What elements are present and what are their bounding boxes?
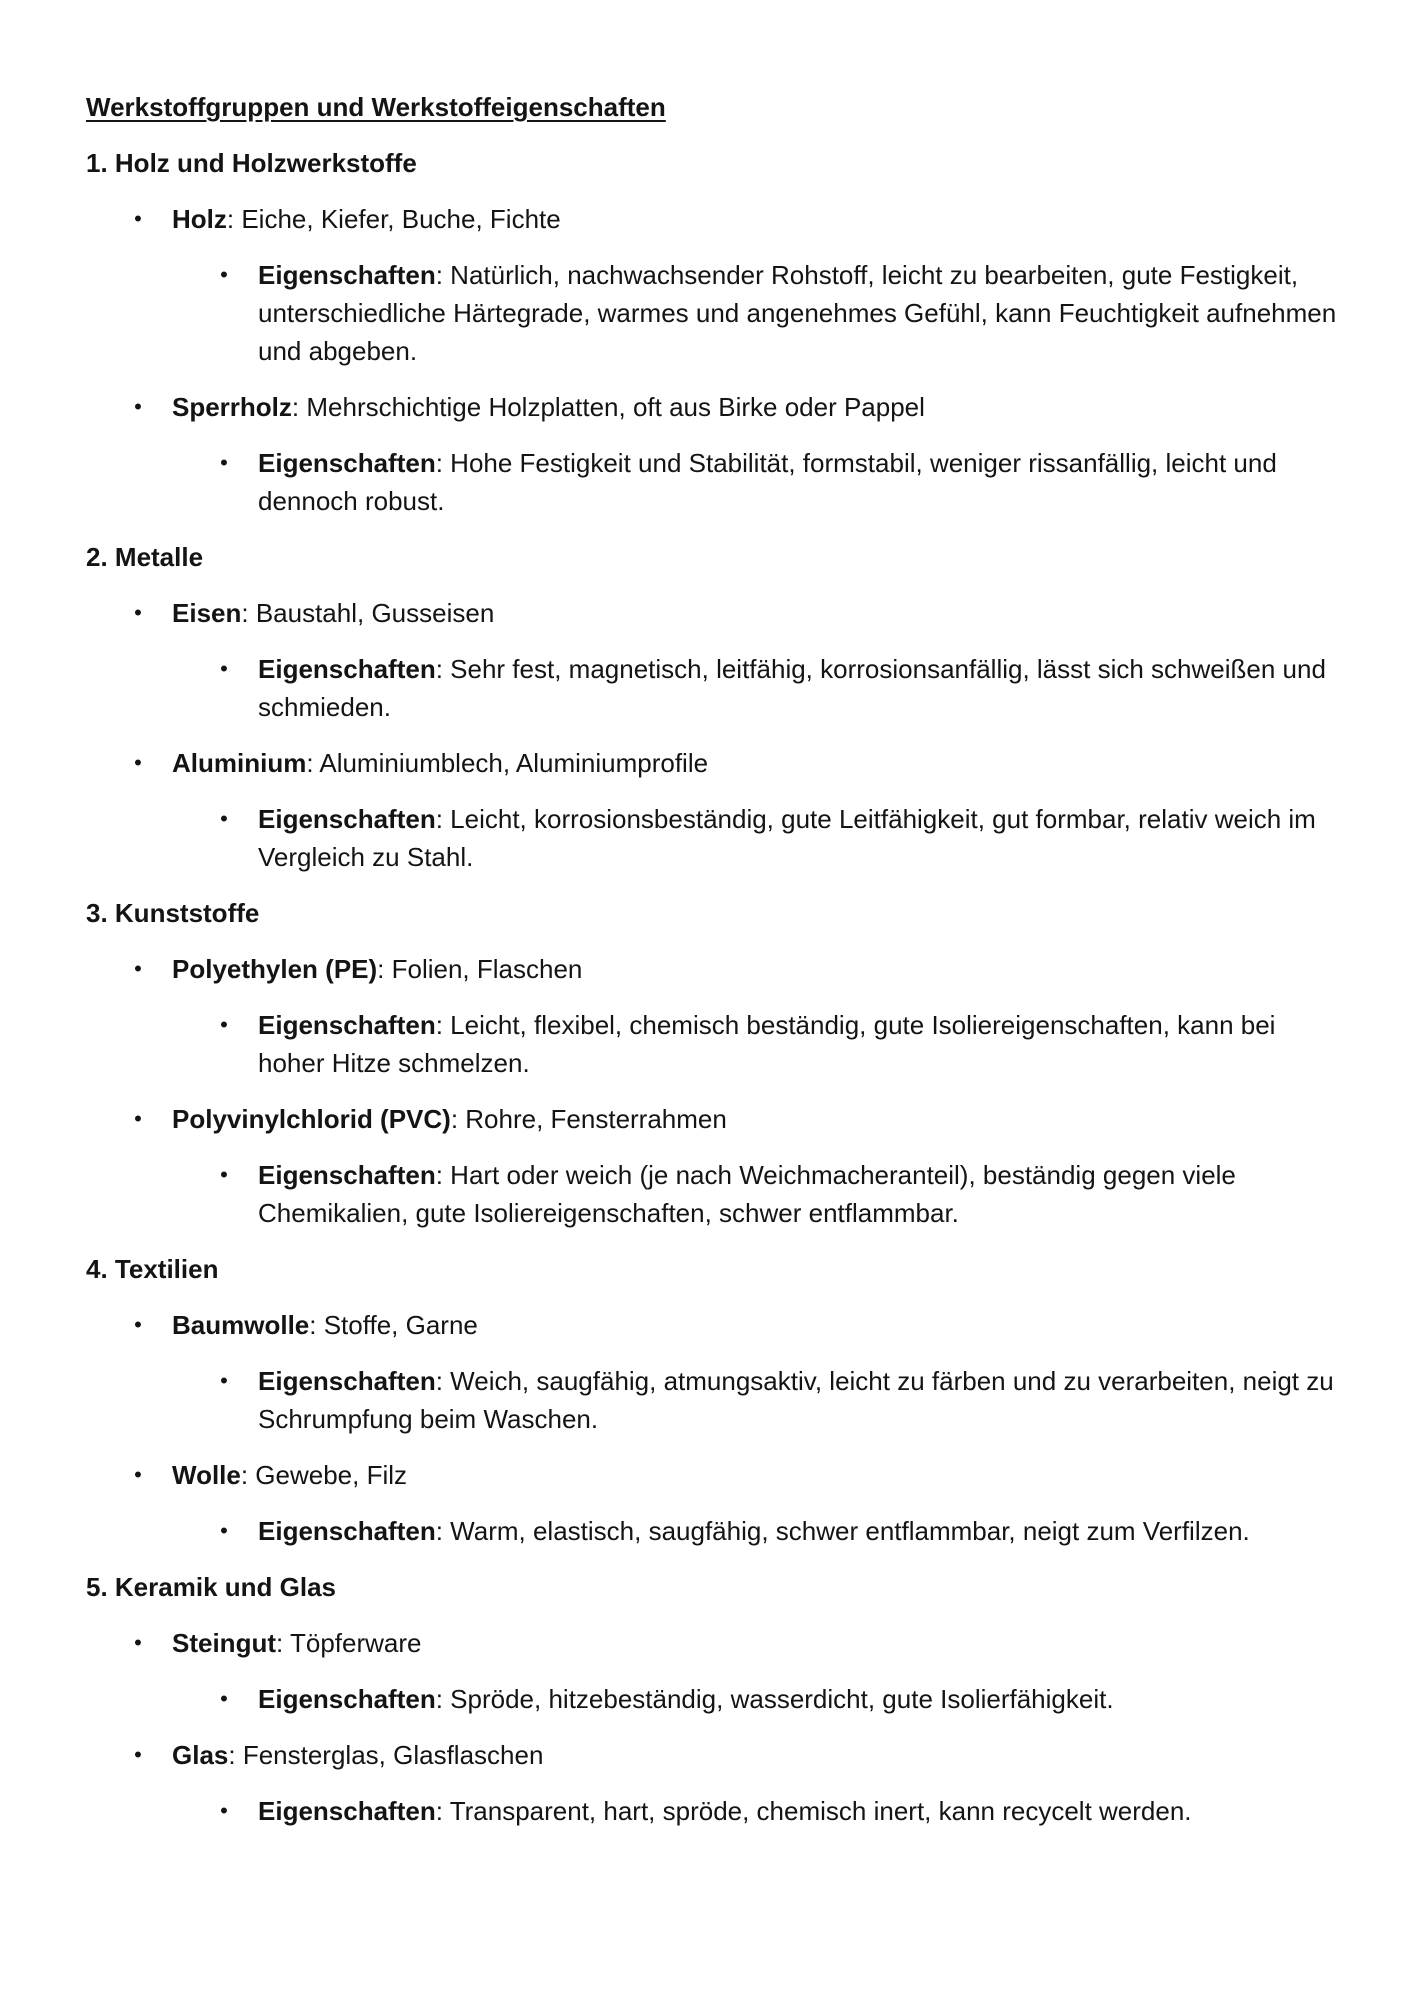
material-examples: : Fensterglas, Glasflaschen bbox=[228, 1740, 544, 1770]
properties-text: : Hart oder weich (je nach Weichmacheranteil), beständig gegen viele Chemikalien, gute Isoliereigenschaften, schwer entflammbar. bbox=[258, 1160, 1236, 1228]
properties-label: Eigenschaften bbox=[258, 448, 436, 478]
material-examples: : Töpferware bbox=[276, 1628, 422, 1658]
section-heading: 5. Keramik und Glas bbox=[86, 1572, 336, 1602]
properties-item bbox=[86, 1680, 1346, 1718]
material-name: Baumwolle bbox=[172, 1310, 310, 1340]
material-name: Holz bbox=[172, 204, 227, 234]
section-keramik-glas bbox=[86, 1568, 1346, 1830]
section-metalle bbox=[86, 538, 1346, 876]
properties-label: Eigenschaften bbox=[258, 1366, 436, 1396]
properties-item bbox=[86, 1792, 1346, 1830]
material-examples: : Mehrschichtige Holzplatten, oft aus Birke oder Pappel bbox=[291, 392, 925, 422]
bullet-icon: • bbox=[220, 656, 228, 681]
section-heading: 4. Textilien bbox=[86, 1254, 219, 1284]
section-holz bbox=[86, 144, 1346, 520]
properties-text: : Natürlich, nachwachsender Rohstoff, leicht zu bearbeiten, gute Festigkeit, unterschiedliche Härtegrade, warmes und angenehmes Gefühl, kann Feuchtigkeit aufnehmen und abgeben. bbox=[258, 260, 1337, 366]
properties-item bbox=[86, 444, 1346, 520]
list-item bbox=[86, 1456, 1346, 1494]
bullet-icon: • bbox=[134, 1742, 142, 1767]
material-examples: : Eiche, Kiefer, Buche, Fichte bbox=[226, 204, 561, 234]
bullet-icon: • bbox=[134, 956, 142, 981]
material-name: Aluminium bbox=[172, 748, 307, 778]
properties-label: Eigenschaften bbox=[258, 1010, 436, 1040]
properties-text: : Warm, elastisch, saugfähig, schwer entflammbar, neigt zum Verfilzen. bbox=[435, 1516, 1250, 1546]
document-page bbox=[86, 88, 1346, 1848]
properties-label: Eigenschaften bbox=[258, 1516, 436, 1546]
bullet-icon: • bbox=[220, 1798, 228, 1823]
bullet-icon: • bbox=[220, 1012, 228, 1037]
bullet-icon: • bbox=[134, 394, 142, 419]
properties-item bbox=[86, 1156, 1346, 1232]
properties-item bbox=[86, 1512, 1346, 1550]
bullet-icon: • bbox=[134, 1630, 142, 1655]
bullet-icon: • bbox=[134, 1106, 142, 1131]
bullet-icon: • bbox=[220, 1686, 228, 1711]
bullet-icon: • bbox=[220, 450, 228, 475]
properties-label: Eigenschaften bbox=[258, 1160, 436, 1190]
bullet-icon: • bbox=[220, 806, 228, 831]
document-title: Werkstoffgruppen und Werkstoffeigenschaften bbox=[86, 92, 666, 122]
section-kunststoffe bbox=[86, 894, 1346, 1232]
properties-text: : Sehr fest, magnetisch, leitfähig, korrosionsanfällig, lässt sich schweißen und schmieden. bbox=[258, 654, 1326, 722]
properties-text: : Weich, saugfähig, atmungsaktiv, leicht zu färben und zu verarbeiten, neigt zu Schrumpfung beim Waschen. bbox=[258, 1366, 1334, 1434]
bullet-icon: • bbox=[220, 1162, 228, 1187]
list-item bbox=[86, 594, 1346, 632]
properties-item bbox=[86, 800, 1346, 876]
properties-label: Eigenschaften bbox=[258, 260, 436, 290]
properties-text: : Spröde, hitzebeständig, wasserdicht, gute Isolierfähigkeit. bbox=[435, 1684, 1114, 1714]
list-item bbox=[86, 1736, 1346, 1774]
section-heading: 2. Metalle bbox=[86, 542, 204, 572]
properties-label: Eigenschaften bbox=[258, 1684, 436, 1714]
material-examples: : Gewebe, Filz bbox=[240, 1460, 408, 1490]
properties-label: Eigenschaften bbox=[258, 804, 436, 834]
material-name: Sperrholz bbox=[172, 392, 292, 422]
list-item bbox=[86, 388, 1346, 426]
properties-item bbox=[86, 650, 1346, 726]
material-examples: : Aluminiumblech, Aluminiumprofile bbox=[306, 748, 709, 778]
bullet-icon: • bbox=[134, 750, 142, 775]
material-examples: : Folien, Flaschen bbox=[377, 954, 583, 984]
bullet-icon: • bbox=[134, 1462, 142, 1487]
properties-item bbox=[86, 1006, 1346, 1082]
material-examples: : Stoffe, Garne bbox=[309, 1310, 478, 1340]
section-heading: 1. Holz und Holzwerkstoffe bbox=[86, 148, 417, 178]
bullet-icon: • bbox=[134, 1312, 142, 1337]
material-name: Glas bbox=[172, 1740, 229, 1770]
bullet-icon: • bbox=[134, 600, 142, 625]
section-heading: 3. Kunststoffe bbox=[86, 898, 260, 928]
material-name: Steingut bbox=[172, 1628, 276, 1658]
properties-text: : Hohe Festigkeit und Stabilität, formstabil, weniger rissanfällig, leicht und dennoch robust. bbox=[258, 448, 1277, 516]
material-name: Polyethylen (PE) bbox=[172, 954, 378, 984]
list-item bbox=[86, 950, 1346, 988]
list-item bbox=[86, 1306, 1346, 1344]
bullet-icon: • bbox=[220, 1368, 228, 1393]
material-examples: : Rohre, Fensterrahmen bbox=[450, 1104, 727, 1134]
properties-item bbox=[86, 256, 1346, 370]
properties-label: Eigenschaften bbox=[258, 654, 436, 684]
properties-text: : Leicht, korrosionsbeständig, gute Leitfähigkeit, gut formbar, relativ weich im Vergleich zu Stahl. bbox=[258, 804, 1316, 872]
list-item bbox=[86, 1624, 1346, 1662]
material-name: Wolle bbox=[172, 1460, 241, 1490]
bullet-icon: • bbox=[220, 262, 228, 287]
section-textilien bbox=[86, 1250, 1346, 1550]
material-name: Eisen bbox=[172, 598, 242, 628]
material-examples: : Baustahl, Gusseisen bbox=[241, 598, 495, 628]
properties-item bbox=[86, 1362, 1346, 1438]
list-item bbox=[86, 744, 1346, 782]
list-item bbox=[86, 200, 1346, 238]
bullet-icon: • bbox=[134, 206, 142, 231]
properties-label: Eigenschaften bbox=[258, 1796, 436, 1826]
bullet-icon: • bbox=[220, 1518, 228, 1543]
properties-text: : Leicht, flexibel, chemisch beständig, gute Isoliereigenschaften, kann bei hoher Hitze schmelzen. bbox=[258, 1010, 1276, 1078]
properties-text: : Transparent, hart, spröde, chemisch inert, kann recycelt werden. bbox=[435, 1796, 1192, 1826]
list-item bbox=[86, 1100, 1346, 1138]
material-name: Polyvinylchlorid (PVC) bbox=[172, 1104, 451, 1134]
